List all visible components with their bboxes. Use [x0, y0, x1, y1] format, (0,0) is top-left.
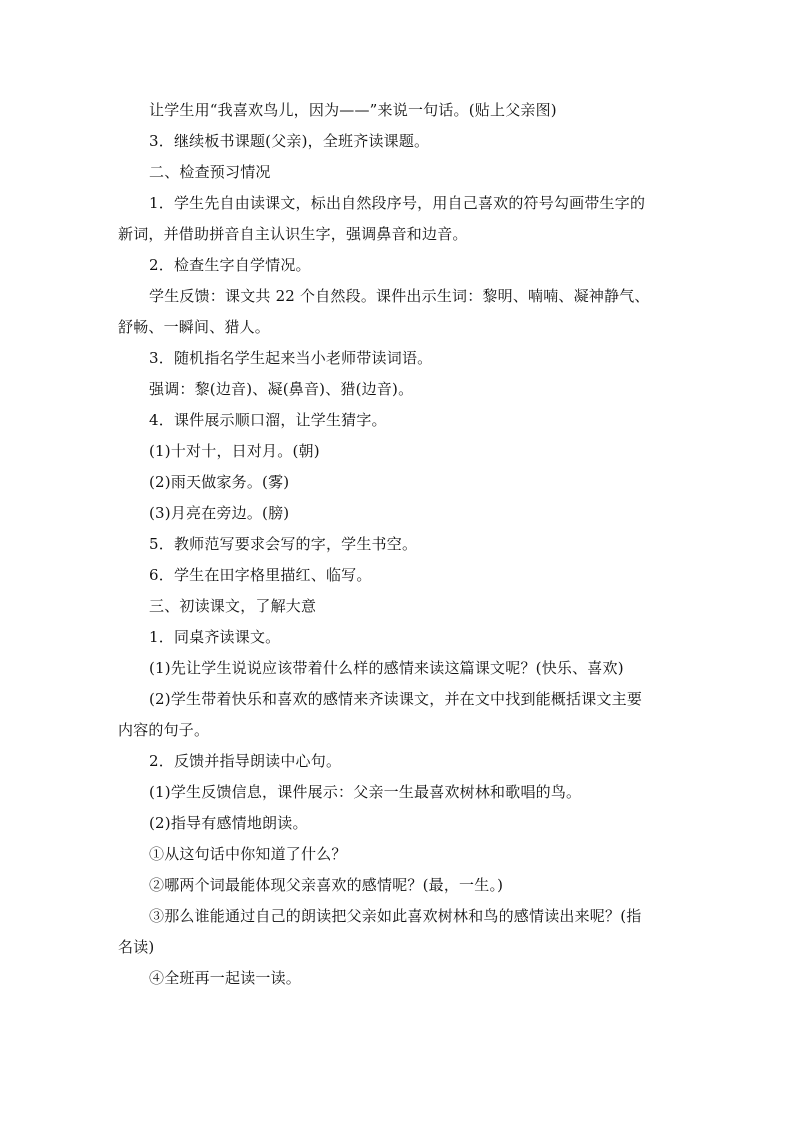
text-line: 舒畅、一瞬间、猎人。 [118, 318, 271, 336]
document-body [118, 95, 678, 994]
text-line: ④全班再一起读一读。 [149, 969, 302, 987]
text-line: (1)十对十，日对月。(朝) [149, 442, 320, 460]
text-line: 1．同桌齐读课文。 [149, 628, 281, 646]
text-line: 强调：黎(边音)、凝(鼻音)、猎(边音)。 [149, 380, 414, 398]
text-line: 新词，并借助拼音自主认识生字，强调鼻音和边音。 [118, 225, 468, 243]
text-line: ①从这句话中你知道了什么？ [149, 845, 347, 863]
text-line: 让学生用“我喜欢鸟儿，因为——”来说一句话。(贴上父亲图) [149, 101, 557, 119]
section-heading: 三、初读课文，了解大意 [149, 597, 317, 615]
text-line: 3．随机指名学生起来当小老师带读词语。 [149, 349, 433, 367]
text-line: (2)指导有感情地朗读。 [149, 814, 308, 832]
text-line: 5．教师范写要求会写的字，学生书空。 [149, 535, 418, 553]
text-line: 2．检查生字自学情况。 [149, 256, 311, 274]
text-line: 4．课件展示顺口溜，让学生猜字。 [149, 411, 387, 429]
text-line: (2)学生带着快乐和喜欢的感情来齐读课文，并在文中找到能概括课文主要 [149, 690, 643, 708]
section-heading: 二、检查预习情况 [149, 163, 271, 181]
text-line: ③那么谁能通过自己的朗读把父亲如此喜欢树林和鸟的感情读出来呢？(指 [149, 907, 642, 925]
text-line: (2)雨天做家务。(雾) [149, 473, 290, 491]
text-line: 1．学生先自由读课文，标出自然段序号，用自己喜欢的符号勾画带生字的 [149, 194, 646, 212]
text-line: 3．继续板书课题(父亲)，全班齐读课题。 [149, 132, 430, 150]
text-line: (1)学生反馈信息，课件展示：父亲一生最喜欢树林和歌唱的鸟。 [149, 783, 582, 801]
text-line: ②哪两个词最能体现父亲喜欢的感情呢？(最，一生。) [149, 876, 504, 894]
text-line: (1)先让学生说说应该带着什么样的感情来读这篇课文呢？(快乐、喜欢) [149, 659, 624, 677]
text-line: 名读) [118, 938, 155, 956]
text-line: 学生反馈：课文共 22 个自然段。课件出示生词：黎明、喃喃、凝神静气、 [149, 287, 650, 305]
text-line: 6．学生在田字格里描红、临写。 [149, 566, 372, 584]
text-line: (3)月亮在旁边。(膀) [149, 504, 290, 522]
text-line: 内容的句子。 [118, 721, 210, 739]
text-line: 2．反馈并指导朗读中心句。 [149, 752, 342, 770]
